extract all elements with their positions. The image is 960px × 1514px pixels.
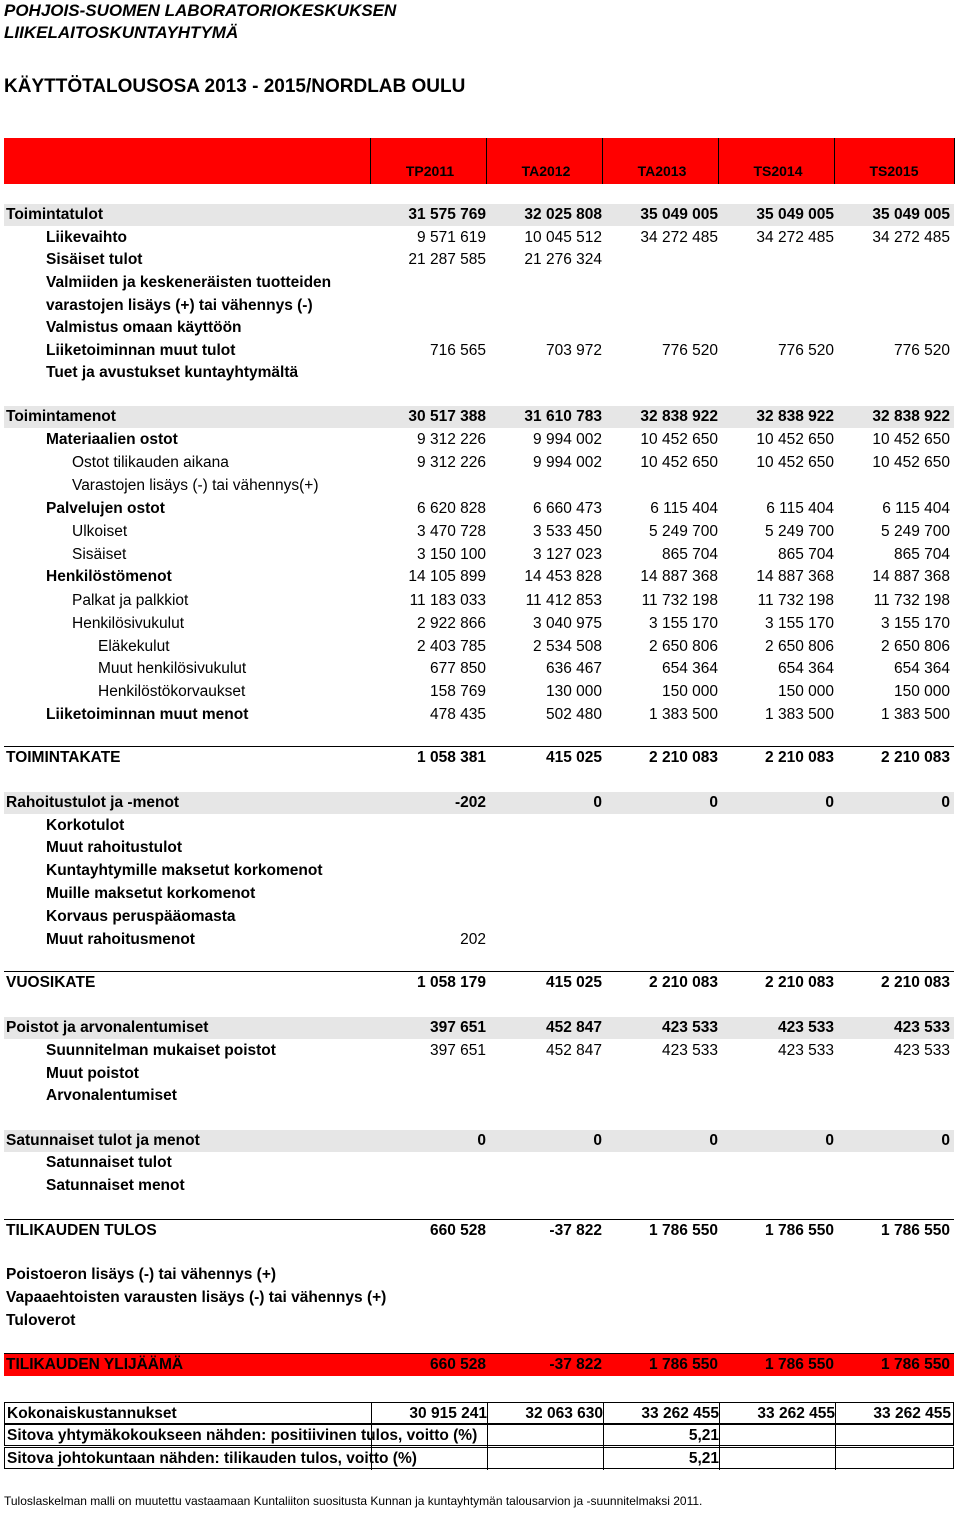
row-label: Liikevaihto xyxy=(46,229,127,246)
cell-divider xyxy=(719,1448,720,1470)
cell-value-tp2011: 9 571 619 xyxy=(417,229,486,246)
table-row xyxy=(4,544,954,566)
cell-value-ta2013: 14 887 368 xyxy=(640,568,718,585)
cell-value-tp2011: 716 565 xyxy=(429,342,486,359)
row-label: Muut rahoitustulot xyxy=(46,839,183,856)
row-label: varastojen lisäys (+) tai vähennys (-) xyxy=(46,297,313,314)
cell-divider xyxy=(371,1425,372,1447)
cell-value-ts2015: 11 732 198 xyxy=(873,592,950,609)
row-label: Muille maksetut korkomenot xyxy=(46,885,256,902)
cell-divider xyxy=(603,1403,604,1425)
table-row xyxy=(4,340,954,362)
cell-divider xyxy=(487,1425,488,1447)
row-label: Varastojen lisäys (-) tai vähennys(+) xyxy=(72,477,319,494)
table-row xyxy=(4,1017,954,1039)
cell-value-ts2014: 1 786 550 xyxy=(765,1222,834,1239)
cell-value-ts2014: 423 533 xyxy=(777,1019,834,1036)
cell-value-ts2014: 34 272 485 xyxy=(756,229,834,246)
cell-value-ts2014: 2 210 083 xyxy=(765,974,834,991)
cell-value-ts2015: 10 452 650 xyxy=(872,431,950,448)
cell-value-ta2012: 452 847 xyxy=(545,1042,602,1059)
cell-value-ta2012: 502 480 xyxy=(545,706,602,723)
cell-value-ta2012: 11 412 853 xyxy=(525,592,602,609)
cell-value-ts2015: 423 533 xyxy=(893,1019,950,1036)
cell-value-ta2012: 3 533 450 xyxy=(533,523,602,540)
column-header-tp2011: TP2011 xyxy=(405,163,455,179)
cell-value-ta2012: 0 xyxy=(593,794,602,811)
table-row xyxy=(4,521,954,543)
cell-value-ta2013: 35 049 005 xyxy=(640,206,718,223)
cell-value-ts2015: 5 249 700 xyxy=(881,523,950,540)
column-header-ta2012: TA2012 xyxy=(521,163,571,179)
cell-value-ts2014: 11 732 198 xyxy=(757,592,834,609)
cell-value-ts2014: 423 533 xyxy=(777,1042,834,1059)
cell-value-ts2015: 10 452 650 xyxy=(872,454,950,471)
cell-value-tp2011: 21 287 585 xyxy=(408,251,486,268)
table-row xyxy=(4,704,954,726)
cell-value-ts2015: 6 115 404 xyxy=(882,500,950,517)
cell-value-tp2011: 3 470 728 xyxy=(417,523,486,540)
page-title: KÄYTTÖTALOUSOSA 2013 - 2015/NORDLAB OULU xyxy=(4,76,466,97)
cell-divider xyxy=(371,1403,372,1425)
row-label: Poistoeron lisäys (-) tai vähennys (+) xyxy=(6,1266,277,1283)
cell-value-ts2014: 10 452 650 xyxy=(756,454,834,471)
cell-value-ts2015: 150 000 xyxy=(893,683,950,700)
cell-value-ts2015: 1 786 550 xyxy=(881,1356,950,1373)
cell-value-tp2011: 478 435 xyxy=(429,706,486,723)
cell-value-tp2011: 677 850 xyxy=(429,660,486,677)
cell-value-ts2014: 32 838 922 xyxy=(756,408,834,425)
table-row xyxy=(4,249,954,271)
row-label: Satunnaiset menot xyxy=(46,1177,185,1194)
cell-value-ts2015: 33 262 455 xyxy=(873,1405,951,1422)
table-row xyxy=(4,815,954,837)
row-label: VUOSIKATE xyxy=(6,974,96,991)
row-label: Liiketoiminnan muut tulot xyxy=(46,342,236,359)
table-row xyxy=(4,498,954,520)
row-label: Poistot ja arvonalentumiset xyxy=(6,1019,209,1036)
row-label: Satunnaiset tulot xyxy=(46,1154,172,1171)
cell-value-ta2012: -37 822 xyxy=(549,1222,602,1239)
table-row xyxy=(4,883,954,905)
cell-value-ta2013: 34 272 485 xyxy=(640,229,718,246)
row-label: Eläkekulut xyxy=(98,638,170,655)
table-row xyxy=(4,746,954,769)
cell-value-tp2011: 158 769 xyxy=(429,683,486,700)
row-label: Toimintamenot xyxy=(6,408,116,425)
table-row xyxy=(4,860,954,882)
cell-value-ta2012: 3 040 975 xyxy=(533,615,602,632)
cell-value-ta2013: 10 452 650 xyxy=(640,454,718,471)
cell-value-tp2011: 1 058 381 xyxy=(417,749,486,766)
table-row xyxy=(4,971,954,994)
cell-value-ts2014: 150 000 xyxy=(777,683,834,700)
table-row xyxy=(4,613,954,635)
cell-value-ts2014: 10 452 650 xyxy=(756,431,834,448)
cell-value-ta2013: 10 452 650 xyxy=(640,431,718,448)
row-label: Valmistus omaan käyttöön xyxy=(46,319,242,336)
cell-value-ts2014: 14 887 368 xyxy=(756,568,834,585)
table-row xyxy=(4,1402,954,1424)
cell-value-ts2014: 5 249 700 xyxy=(765,523,834,540)
row-label: Muut poistot xyxy=(46,1065,139,1082)
row-label: Kokonaiskustannukset xyxy=(7,1405,177,1422)
cell-value-tp2011: 0 xyxy=(477,1132,486,1149)
cell-value-tp2011: 3 150 100 xyxy=(417,546,486,563)
cell-divider xyxy=(835,1403,836,1425)
row-label: Valmiiden ja keskeneräisten tuotteiden xyxy=(46,274,332,291)
cell-value-ta2012: -37 822 xyxy=(549,1356,602,1373)
cell-value-ts2015: 32 838 922 xyxy=(872,408,950,425)
table-row xyxy=(4,1063,954,1085)
cell-value-ta2013: 2 650 806 xyxy=(649,638,718,655)
cell-value-ta2013: 865 704 xyxy=(661,546,718,563)
header-column-divider xyxy=(954,138,955,184)
cell-value-tp2011: 11 183 033 xyxy=(409,592,486,609)
cell-value-ta2013: 5,21 xyxy=(688,1450,719,1467)
cell-value-ts2014: 865 704 xyxy=(777,546,834,563)
cell-value-ts2014: 3 155 170 xyxy=(765,615,834,632)
row-label: Toimintatulot xyxy=(6,206,103,223)
cell-value-ta2013: 1 786 550 xyxy=(649,1356,718,1373)
cell-value-tp2011: 31 575 769 xyxy=(408,206,486,223)
cell-value-ta2012: 703 972 xyxy=(545,342,602,359)
cell-value-ta2013: 5,21 xyxy=(688,1427,719,1444)
cell-value-tp2011: 9 312 226 xyxy=(417,454,486,471)
cell-value-ts2015: 423 533 xyxy=(893,1042,950,1059)
cell-value-ta2013: 1 786 550 xyxy=(649,1222,718,1239)
cell-value-tp2011: 397 651 xyxy=(429,1019,486,1036)
row-label: Palkat ja palkkiot xyxy=(72,592,189,609)
cell-value-ta2012: 21 276 324 xyxy=(524,251,602,268)
cell-value-ta2013: 11 732 198 xyxy=(641,592,718,609)
cell-value-ta2012: 452 847 xyxy=(545,1019,602,1036)
cell-value-ts2014: 1 383 500 xyxy=(765,706,834,723)
cell-value-ta2013: 6 115 404 xyxy=(650,500,718,517)
table-row xyxy=(4,204,954,226)
table-row xyxy=(4,681,954,703)
cell-value-ta2013: 654 364 xyxy=(661,660,718,677)
cell-value-ts2015: 14 887 368 xyxy=(872,568,950,585)
cell-value-ts2014: 1 786 550 xyxy=(765,1356,834,1373)
cell-value-ts2015: 34 272 485 xyxy=(872,229,950,246)
column-header-ts2014: TS2014 xyxy=(753,163,803,179)
table-row xyxy=(4,1085,954,1107)
table-row xyxy=(4,1040,954,1062)
cell-value-ts2015: 865 704 xyxy=(893,546,950,563)
row-label: Korvaus peruspääomasta xyxy=(46,908,236,925)
row-label: TILIKAUDEN TULOS xyxy=(6,1222,157,1239)
header-column-divider xyxy=(602,138,603,184)
cell-value-ts2015: 654 364 xyxy=(893,660,950,677)
cell-value-ta2012: 130 000 xyxy=(545,683,602,700)
table-row xyxy=(4,929,954,951)
cell-value-ts2014: 2 210 083 xyxy=(765,749,834,766)
cell-value-ts2015: 2 210 083 xyxy=(881,974,950,991)
cell-value-ts2015: 0 xyxy=(941,1132,950,1149)
row-label: Sitova johtokuntaan nähden: tilikauden tulos, voitto (%) xyxy=(7,1450,417,1467)
row-label: Henkilöstömenot xyxy=(46,568,172,585)
cell-value-ts2014: 33 262 455 xyxy=(757,1405,835,1422)
row-label: Henkilösivukulut xyxy=(72,615,184,632)
row-label: Tuloverot xyxy=(6,1312,76,1329)
cell-value-ta2012: 2 534 508 xyxy=(533,638,602,655)
table-row xyxy=(4,566,954,588)
cell-divider xyxy=(371,1448,372,1470)
table-row xyxy=(4,906,954,928)
cell-value-ts2014: 2 650 806 xyxy=(765,638,834,655)
cell-divider xyxy=(835,1425,836,1447)
cell-value-ts2015: 1 786 550 xyxy=(881,1222,950,1239)
cell-value-tp2011: 30 517 388 xyxy=(408,408,486,425)
row-label: Henkilöstökorvaukset xyxy=(98,683,246,700)
cell-value-ta2012: 9 994 002 xyxy=(533,454,602,471)
table-row xyxy=(4,636,954,658)
cell-value-ts2015: 1 383 500 xyxy=(881,706,950,723)
cell-value-tp2011: 660 528 xyxy=(429,1356,486,1373)
cell-value-tp2011: 6 620 828 xyxy=(417,500,486,517)
cell-value-ta2012: 415 025 xyxy=(545,974,602,991)
table-row xyxy=(4,317,954,339)
cell-value-ta2012: 9 994 002 xyxy=(533,431,602,448)
cell-value-tp2011: 9 312 226 xyxy=(417,431,486,448)
table-row xyxy=(4,1130,954,1152)
cell-value-ta2012: 0 xyxy=(593,1132,602,1149)
cell-value-ta2013: 1 383 500 xyxy=(649,706,718,723)
table-row xyxy=(4,1353,954,1376)
table-row xyxy=(4,837,954,859)
row-label: Muut henkilösivukulut xyxy=(98,660,247,677)
cell-value-ta2012: 31 610 783 xyxy=(524,408,602,425)
row-label: Muut rahoitusmenot xyxy=(46,931,195,948)
row-label: Sitova yhtymäkokoukseen nähden: positiivinen tulos, voitto (%) xyxy=(7,1427,478,1444)
table-row xyxy=(4,1175,954,1197)
row-label: Tuet ja avustukset kuntayhtymältä xyxy=(46,364,299,381)
cell-value-ts2014: 6 115 404 xyxy=(766,500,834,517)
table-row xyxy=(4,406,954,428)
cell-value-ta2013: 423 533 xyxy=(661,1042,718,1059)
cell-value-ts2015: 776 520 xyxy=(893,342,950,359)
cell-divider xyxy=(719,1403,720,1425)
cell-value-tp2011: 202 xyxy=(460,931,486,948)
header-column-divider xyxy=(486,138,487,184)
cell-value-ta2013: 2 210 083 xyxy=(649,974,718,991)
table-row xyxy=(4,272,954,294)
row-label: Arvonalentumiset xyxy=(46,1087,177,1104)
table-row xyxy=(4,429,954,451)
cell-value-ta2013: 32 838 922 xyxy=(640,408,718,425)
row-label: TILIKAUDEN YLIJÄÄMÄ xyxy=(6,1356,184,1373)
cell-value-tp2011: 397 651 xyxy=(429,1042,486,1059)
cell-value-ts2015: 35 049 005 xyxy=(872,206,950,223)
table-row xyxy=(4,475,954,497)
cell-divider xyxy=(603,1425,604,1447)
cell-value-tp2011: 2 403 785 xyxy=(417,638,486,655)
cell-value-tp2011: 1 058 179 xyxy=(417,974,486,991)
cell-value-tp2011: 660 528 xyxy=(429,1222,486,1239)
row-label: Kuntayhtymille maksetut korkomenot xyxy=(46,862,323,879)
header-column-divider xyxy=(718,138,719,184)
column-header-ta2013: TA2013 xyxy=(637,163,687,179)
row-label: Sisäiset tulot xyxy=(46,251,143,268)
cell-value-ta2013: 2 210 083 xyxy=(649,749,718,766)
table-row xyxy=(4,227,954,249)
cell-value-ta2013: 33 262 455 xyxy=(641,1405,719,1422)
table-row xyxy=(4,1447,954,1469)
cell-value-ts2014: 0 xyxy=(825,794,834,811)
header-column-divider xyxy=(370,138,371,184)
cell-value-ta2013: 0 xyxy=(709,794,718,811)
row-label: Sisäiset xyxy=(72,546,127,563)
table-row xyxy=(4,1310,954,1332)
cell-value-ta2013: 423 533 xyxy=(661,1019,718,1036)
row-label: Ulkoiset xyxy=(72,523,128,540)
row-label: Satunnaiset tulot ja menot xyxy=(6,1132,200,1149)
cell-value-ta2012: 14 453 828 xyxy=(524,568,602,585)
org-name-line1: POHJOIS-SUOMEN LABORATORIOKESKUKSEN xyxy=(4,1,397,20)
cell-divider xyxy=(487,1448,488,1470)
row-label: Vapaaehtoisten varausten lisäys (-) tai vähennys (+) xyxy=(6,1289,387,1306)
cell-value-ts2015: 2 210 083 xyxy=(881,749,950,766)
cell-value-ts2015: 2 650 806 xyxy=(881,638,950,655)
cell-value-tp2011: -202 xyxy=(454,794,486,811)
cell-divider xyxy=(835,1448,836,1470)
org-name-line2: LIIKELAITOSKUNTAYHTYMÄ xyxy=(4,23,239,42)
cell-value-ta2013: 776 520 xyxy=(661,342,718,359)
cell-value-ts2015: 3 155 170 xyxy=(881,615,950,632)
cell-value-ta2012: 636 467 xyxy=(545,660,602,677)
cell-value-ta2012: 32 063 630 xyxy=(525,1405,603,1422)
table-row xyxy=(4,658,954,680)
table-row xyxy=(4,1287,954,1309)
cell-value-ta2012: 415 025 xyxy=(545,749,602,766)
header-column-divider xyxy=(834,138,835,184)
cell-value-tp2011: 2 922 866 xyxy=(417,615,486,632)
row-label: Rahoitustulot ja -menot xyxy=(6,794,180,811)
table-row xyxy=(4,452,954,474)
cell-value-tp2011: 14 105 899 xyxy=(408,568,486,585)
row-label: Korkotulot xyxy=(46,817,125,834)
table-row xyxy=(4,1424,954,1446)
cell-value-ta2013: 150 000 xyxy=(661,683,718,700)
row-label: Materiaalien ostot xyxy=(46,431,178,448)
cell-value-ta2012: 10 045 512 xyxy=(524,229,602,246)
row-label: Liiketoiminnan muut menot xyxy=(46,706,249,723)
cell-value-ta2012: 32 025 808 xyxy=(524,206,602,223)
table-row xyxy=(4,295,954,317)
column-header-ts2015: TS2015 xyxy=(869,163,919,179)
cell-value-ta2013: 3 155 170 xyxy=(649,615,718,632)
cell-value-ts2015: 0 xyxy=(941,794,950,811)
row-label: Ostot tilikauden aikana xyxy=(72,454,229,471)
cell-value-tp2011: 30 915 241 xyxy=(409,1405,487,1422)
cell-value-ta2013: 5 249 700 xyxy=(649,523,718,540)
table-row xyxy=(4,590,954,612)
row-label: TOIMINTAKATE xyxy=(6,749,121,766)
cell-divider xyxy=(487,1403,488,1425)
table-row xyxy=(4,792,954,814)
table-row xyxy=(4,1264,954,1286)
cell-value-ts2014: 35 049 005 xyxy=(756,206,834,223)
row-label: Suunnitelman mukaiset poistot xyxy=(46,1042,276,1059)
table-row xyxy=(4,1152,954,1174)
footnote: Tuloslaskelman malli on muutettu vastaamaan Kuntaliiton suositusta Kunnan ja kuntayhtymän talousarvion ja -suunnitelmaksi 2011. xyxy=(4,1494,703,1508)
table-row xyxy=(4,1219,954,1242)
row-label: Palvelujen ostot xyxy=(46,500,165,517)
cell-divider xyxy=(603,1448,604,1470)
cell-value-ts2014: 654 364 xyxy=(777,660,834,677)
cell-value-ta2013: 0 xyxy=(709,1132,718,1149)
cell-value-ts2014: 0 xyxy=(825,1132,834,1149)
cell-value-ts2014: 776 520 xyxy=(777,342,834,359)
cell-value-ta2012: 3 127 023 xyxy=(533,546,602,563)
table-row xyxy=(4,362,954,384)
cell-value-ta2012: 6 660 473 xyxy=(533,500,602,517)
cell-divider xyxy=(719,1425,720,1447)
